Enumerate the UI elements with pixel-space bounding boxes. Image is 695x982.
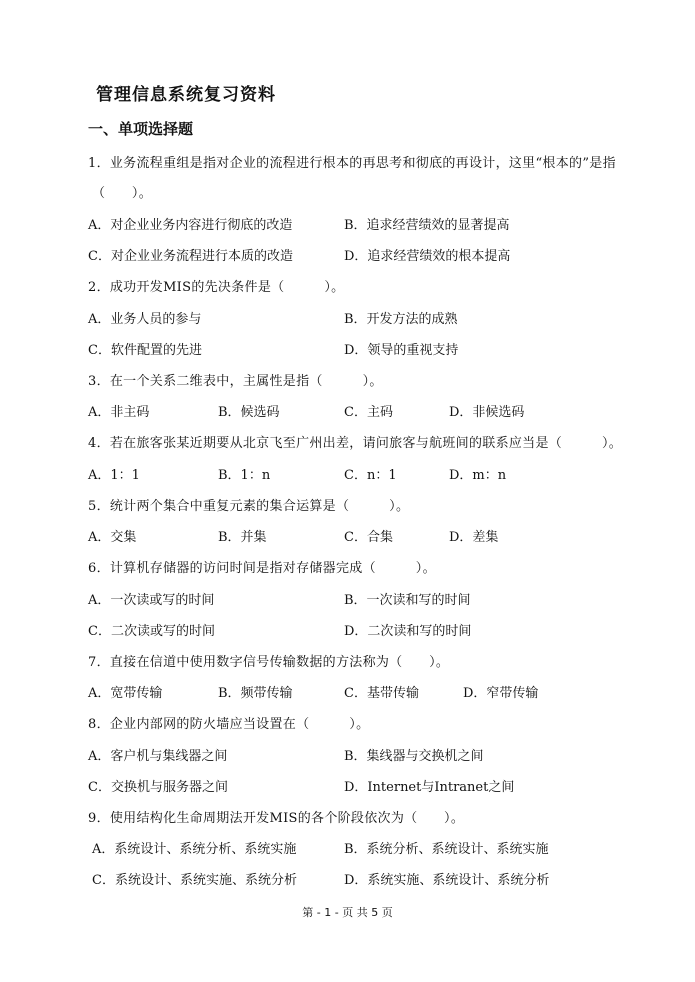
question-4-option-d: D．m：n (449, 468, 507, 483)
question-3-option-a: A．非主码 (88, 405, 150, 420)
question-8-option-d: D．Internet与Intranet之间 (344, 780, 515, 795)
question-8-option-b: B．集线器与交换机之间 (344, 749, 484, 764)
section-heading: 一、单项选择题 (88, 120, 194, 138)
question-3-option-c: C．主码 (344, 405, 393, 420)
question-8-option-c: C．交换机与服务器之间 (88, 780, 228, 795)
question-2-option-c: C．软件配置的先进 (88, 343, 202, 358)
question-7-option-b: B．频带传输 (218, 686, 293, 701)
question-4-option-a: A．1：1 (88, 468, 140, 483)
question-7-option-d: D．窄带传输 (463, 686, 539, 701)
question-1-line-1: 1．业务流程重组是指对企业的流程进行根本的再思考和彻底的再设计，这里“根本的”是指 (88, 156, 616, 171)
page-footer: 第 - 1 - 页 共 5 页 (302, 906, 393, 919)
question-4-option-c: C．n：1 (344, 468, 397, 483)
question-1-option-d: D．追求经营绩效的根本提高 (344, 249, 511, 264)
question-1-option-b: B．追求经营绩效的显著提高 (344, 218, 510, 233)
question-2-text: 2．成功开发MIS的先决条件是（ ）。 (88, 280, 345, 295)
question-6-option-a: A．一次读或写的时间 (88, 593, 215, 608)
question-9-option-c: C．系统设计、系统实施、系统分析 (92, 873, 297, 888)
question-7-text: 7．直接在信道中使用数字信号传输数据的方法称为（ ）。 (88, 655, 450, 670)
question-9-option-a: A．系统设计、系统分析、系统实施 (92, 842, 297, 857)
question-8-text: 8．企业内部网的防火墙应当设置在（ ）。 (88, 717, 370, 732)
question-3-option-d: D．非候选码 (449, 405, 525, 420)
question-2-option-b: B．开发方法的成熟 (344, 312, 458, 327)
question-4-text: 4．若在旅客张某近期要从北京飞至广州出差，请问旅客与航班间的联系应当是（ ）。 (88, 436, 623, 451)
document-title: 管理信息系统复习资料 (96, 85, 276, 105)
question-5-option-d: D．差集 (449, 530, 499, 545)
question-3-option-b: B．候选码 (218, 405, 280, 420)
question-7-option-c: C．基带传输 (344, 686, 419, 701)
question-6-text: 6．计算机存储器的访问时间是指对存储器完成（ ）。 (88, 561, 436, 576)
question-5-option-c: C．合集 (344, 530, 393, 545)
question-1-line-2: （ ）。 (92, 186, 153, 201)
question-5-option-b: B．并集 (218, 530, 267, 545)
question-4-option-b: B．1：n (218, 468, 271, 483)
question-9-text: 9．使用结构化生命周期法开发MIS的各个阶段依次为（ ）。 (88, 811, 465, 826)
question-8-option-a: A．客户机与集线器之间 (88, 749, 228, 764)
question-9-option-d: D．系统实施、系统设计、系统分析 (344, 873, 550, 888)
question-6-option-c: C．二次读或写的时间 (88, 624, 215, 639)
question-6-option-b: B．一次读和写的时间 (344, 593, 471, 608)
question-2-option-a: A．业务人员的参与 (88, 312, 202, 327)
question-1-option-c: C．对企业业务流程进行本质的改造 (88, 249, 293, 264)
question-3-text: 3．在一个关系二维表中，主属性是指（ ）。 (88, 374, 383, 389)
question-9-option-b: B．系统分析、系统设计、系统实施 (344, 842, 549, 857)
question-6-option-d: D．二次读和写的时间 (344, 624, 472, 639)
question-2-option-d: D．领导的重视支持 (344, 343, 459, 358)
question-5-option-a: A．交集 (88, 530, 137, 545)
question-1-option-a: A．对企业业务内容进行彻底的改造 (88, 218, 293, 233)
question-7-option-a: A．宽带传输 (88, 686, 163, 701)
question-5-text: 5．统计两个集合中重复元素的集合运算是（ ）。 (88, 499, 410, 514)
